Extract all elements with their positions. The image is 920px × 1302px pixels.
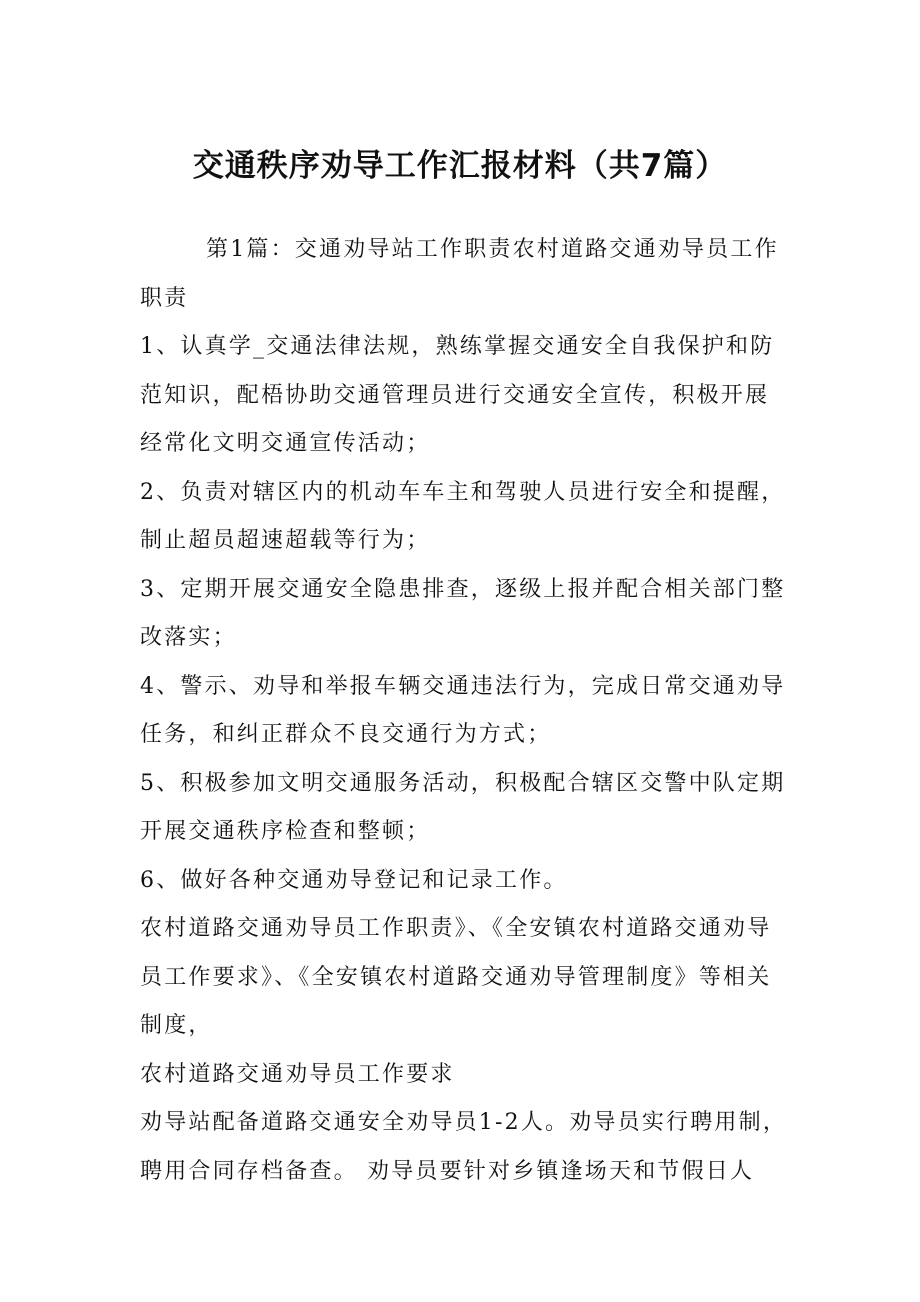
paragraph-item-2: 2、负责对辖区内的机动车车主和驾驶人员进行安全和提醒，制止超员超速超载等行为； xyxy=(140,479,786,553)
paragraph-related-rules: 农村道路交通劝导员工作职责》、《全安镇农村道路交通劝导员工作要求》、《全安镇农村道路交通劝导管理制度》等相关制度， xyxy=(140,916,772,1038)
paragraph-item-5: 5、积极参加文明交通服务活动，积极配合辖区交警中队定期开展交通秩序检查和整顿； xyxy=(140,770,786,844)
paragraph-item-3: 3、定期开展交通安全隐患排查，逐级上报并配合相关部门整改落实； xyxy=(140,576,786,650)
paragraph-item-4: 4、警示、劝导和举报车辆交通违法行为，完成日常交通劝导任务，和纠正群众不良交通行为方式； xyxy=(140,673,786,747)
document-body xyxy=(140,226,790,1196)
paragraph-item-1: 1、认真学_交通法律法规，熟练掌握交通安全自我保护和防范知识，配梧协助交通管理员进行交通安全宣传，积极开展经常化文明交通宣传活动； xyxy=(140,334,775,456)
paragraph-item-6: 6、做好各种交通劝导登记和记录工作。 xyxy=(140,867,568,893)
paragraph-staffing: 劝导站配备道路交通安全劝导员1-2人。劝导员实行聘用制，聘用合同存档备查。 劝导员要针对乡镇逢场天和节假日人 xyxy=(140,1110,788,1184)
paragraph-section-heading: 第1篇：交通劝导站工作职责农村道路交通劝导员工作职责 xyxy=(140,237,779,311)
document-title: 交通秩序劝导工作汇报材料（共7篇） xyxy=(192,148,728,184)
paragraph-subheading: 农村道路交通劝导员工作要求 xyxy=(140,1061,455,1087)
